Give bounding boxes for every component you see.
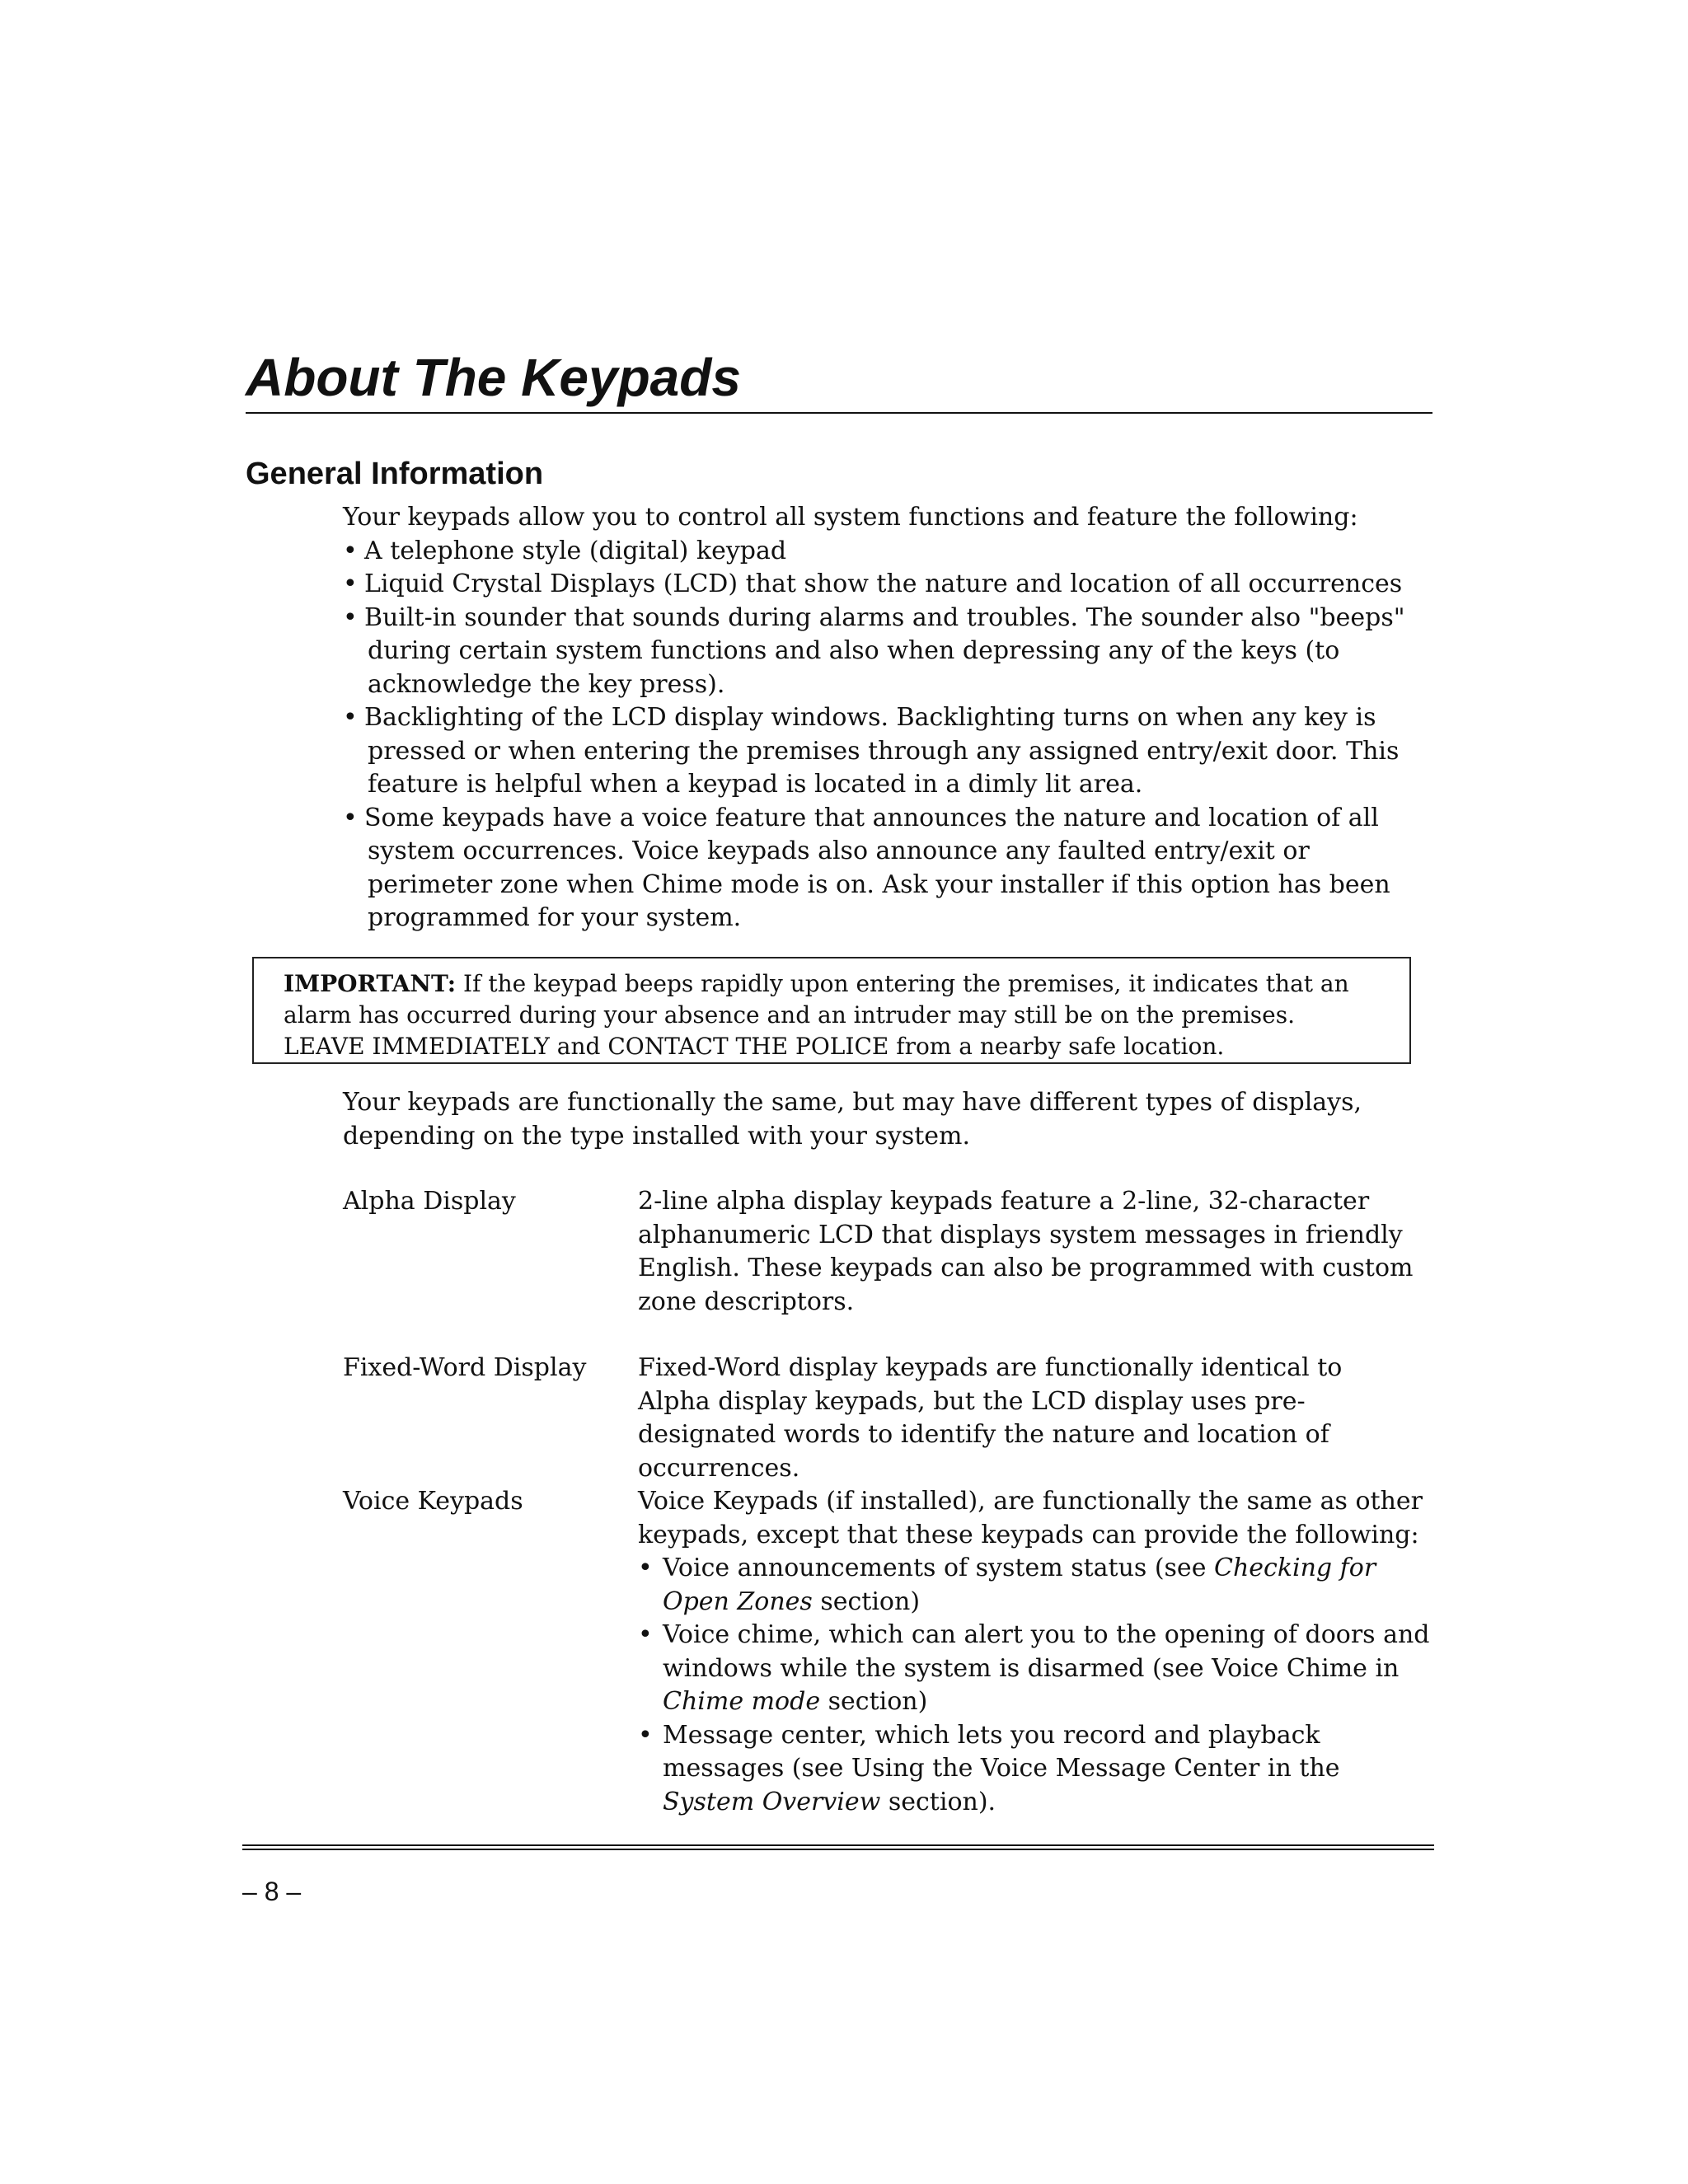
important-text: If the keypad beeps rapidly upon entering the premises, it indicates that an: [456, 970, 1349, 997]
footer-rule: [242, 1849, 1434, 1850]
feature-line: system occurrences. Voice keypads also announce any faulted entry/exit or: [368, 837, 1310, 865]
description-line: English. These keypads can also be programmed with custom: [638, 1254, 1414, 1282]
feature-item: [343, 602, 1439, 702]
display-type-term: Fixed-Word Display: [343, 1353, 587, 1382]
feature-line: pressed or when entering the premises through any assigned entry/exit door. This: [368, 736, 1400, 766]
feature-line: during certain system functions and also when depressing any of the keys (to: [368, 636, 1340, 665]
feature-line: A telephone style (digital) keypad: [364, 536, 787, 565]
bullet-icon: •: [343, 703, 358, 732]
section-reference: Checking for: [1213, 1554, 1376, 1582]
description-line: occurrences.: [638, 1453, 800, 1483]
voice-feature-line: Voice announcements of system status (see: [663, 1554, 1214, 1582]
important-text: LEAVE IMMEDIATELY and CONTACT THE POLICE from a nearby safe location.: [284, 1033, 1225, 1060]
feature-item: [343, 535, 1439, 569]
bullet-icon: •: [638, 1720, 653, 1750]
feature-line: Liquid Crystal Displays (LCD) that show the nature and location of all occurrences: [364, 569, 1403, 598]
description-line: Fixed-Word display keypads are functionally identical to: [638, 1353, 1343, 1382]
important-label: IMPORTANT:: [284, 970, 457, 997]
display-intro-line: Your keypads are functionally the same, but may have different types of displays,: [343, 1088, 1362, 1117]
important-text: alarm has occurred during your absence and an intruder may still be on the premises.: [284, 1001, 1295, 1029]
voice-feature-item: [638, 1552, 1446, 1619]
chapter-title: About The Keypads: [246, 348, 741, 407]
important-notice-box: [252, 957, 1411, 1064]
feature-line: feature is helpful when a keypad is located in a dimly lit area.: [368, 770, 1143, 799]
feature-item: [343, 568, 1439, 602]
footer-rule: [242, 1844, 1434, 1846]
display-type-description: [638, 1185, 1446, 1319]
feature-line: Built-in sounder that sounds during alarms and troubles. The sounder also "beeps": [364, 602, 1405, 632]
voice-feature-item: [638, 1719, 1446, 1820]
intro-block: [343, 501, 1439, 935]
voice-feature-line: messages (see Using the Voice Message Center in the: [663, 1754, 1340, 1783]
description-line: 2-line alpha display keypads feature a 2-line, 32-character: [638, 1187, 1370, 1216]
display-type-description: [638, 1485, 1446, 1819]
feature-line: acknowledge the key press).: [368, 669, 725, 699]
section-heading: General Information: [246, 457, 544, 491]
title-rule: [246, 412, 1432, 414]
voice-feature-line: section): [812, 1586, 921, 1616]
bullet-icon: •: [343, 602, 358, 632]
section-reference: System Overview: [663, 1787, 881, 1816]
feature-line: programmed for your system.: [368, 903, 742, 932]
description-line: zone descriptors.: [638, 1286, 855, 1316]
section-reference: Open Zones: [663, 1586, 813, 1616]
description-line: Alpha display keypads, but the LCD display uses pre-: [638, 1386, 1306, 1416]
voice-feature-item: [638, 1619, 1446, 1719]
bullet-icon: •: [343, 569, 358, 598]
feature-item: [343, 802, 1439, 935]
feature-line: Some keypads have a voice feature that announces the nature and location of all: [364, 803, 1379, 832]
display-type-term: Voice Keypads: [343, 1487, 523, 1516]
voice-feature-line: windows while the system is disarmed (see Voice Chime in: [663, 1653, 1400, 1683]
voice-feature-line: Voice chime, which can alert you to the opening of doors and: [663, 1620, 1430, 1649]
description-line: keypads, except that these keypads can provide the following:: [638, 1520, 1419, 1549]
feature-item: [343, 701, 1439, 802]
description-line: alphanumeric LCD that displays system messages in friendly: [638, 1220, 1403, 1249]
display-intro-line: depending on the type installed with your system.: [343, 1121, 971, 1151]
intro-lead: Your keypads allow you to control all system functions and feature the following:: [343, 503, 1358, 532]
voice-feature-line: Message center, which lets you record and playback: [663, 1720, 1320, 1750]
feature-line: perimeter zone when Chime mode is on. Ask your installer if this option has been: [368, 869, 1390, 899]
display-intro: [343, 1086, 1362, 1153]
page-number: – 8 –: [242, 1877, 302, 1906]
bullet-icon: •: [638, 1620, 653, 1649]
display-type-description: [638, 1352, 1446, 1485]
display-type-term: Alpha Display: [343, 1187, 516, 1216]
bullet-icon: •: [638, 1554, 653, 1582]
feature-list: [343, 535, 1439, 935]
feature-line: Backlighting of the LCD display windows. Backlighting turns on when any key is: [364, 703, 1376, 732]
voice-feature-line: section): [820, 1687, 928, 1716]
bullet-icon: •: [343, 803, 358, 832]
description-line: Voice Keypads (if installed), are functionally the same as other: [638, 1487, 1423, 1516]
bullet-icon: •: [343, 536, 358, 565]
description-line: designated words to identify the nature and location of: [638, 1420, 1329, 1449]
section-reference: Chime mode: [663, 1687, 821, 1716]
voice-feature-line: section).: [880, 1787, 996, 1816]
